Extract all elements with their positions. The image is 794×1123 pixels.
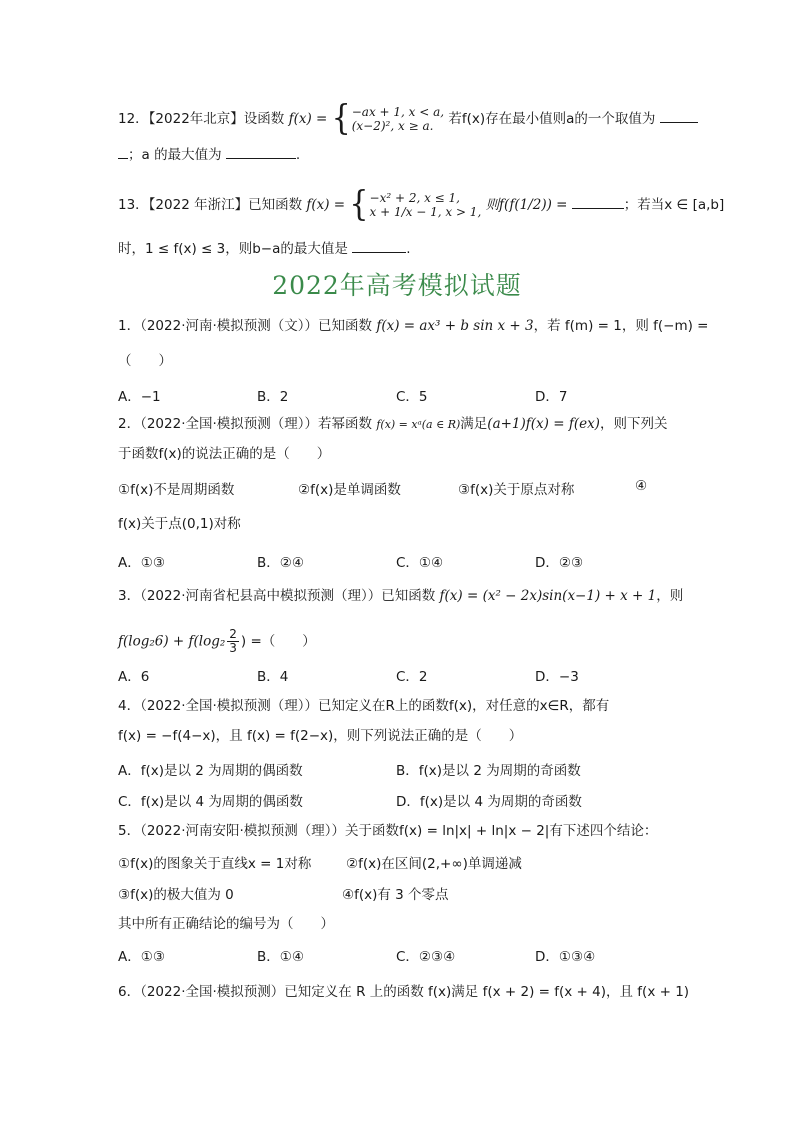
q12-stem: 12．【2022年北京】设函数: [118, 111, 285, 127]
q2-statement-4-marker: ④: [635, 478, 648, 494]
q5-stem: 5．（2022·河南安阳·模拟预测（理））关于函数f(x) = ln|x| + ln|x − 2|有下述四个结论：: [118, 823, 658, 839]
q3-fraction: [227, 628, 239, 655]
q1-option-c[interactable]: C．5: [396, 389, 428, 405]
q5-ask: 其中所有正确结论的编号为（ ）: [118, 916, 334, 932]
q13-then: 则f(f(1/2)) =: [485, 197, 568, 213]
q5-statement-4: ④f(x)有 3 个零点: [342, 887, 449, 903]
q3-option-c[interactable]: C．2: [396, 669, 428, 685]
q2-tail: ，则下列关: [599, 416, 668, 432]
q12-blank1-cont: [118, 144, 128, 159]
q3-frac-num: 2: [229, 627, 237, 641]
q4-option-b[interactable]: B．f(x)是以 2 为周期的奇函数: [396, 763, 581, 779]
q2-statement-1: ①f(x)不是周期函数: [118, 482, 235, 498]
q2-option-d[interactable]: D．②③: [535, 555, 584, 571]
q3-expr: f(log₂6) + f(log₂: [118, 633, 226, 650]
period: .: [295, 147, 301, 163]
q13-blank1[interactable]: [572, 194, 624, 209]
q2-mid: 满足: [460, 416, 488, 432]
q5-option-d[interactable]: D．①③④: [535, 949, 596, 965]
q2-formula: f(x) = xᵃ(a ∈ R): [376, 418, 461, 431]
q2-option-c[interactable]: C．①④: [396, 555, 444, 571]
q3-stem: 3．（2022·河南省杞县高中模拟预测（理））已知函数: [118, 588, 436, 604]
q13-piecewise: { −x² + 2, x ≤ 1, x + 1/x − 1, x > 1,: [349, 184, 482, 225]
q1-option-d[interactable]: D．7: [535, 389, 568, 405]
q3-stem-line: [118, 586, 683, 606]
q2-statement-4: f(x)关于点(0,1)对称: [118, 516, 241, 532]
q4-option-a[interactable]: A．f(x)是以 2 为周期的偶函数: [118, 763, 303, 779]
q13-stem: 13．【2022 年浙江】已知函数: [118, 197, 303, 213]
q1-paren: （ ）: [118, 353, 172, 369]
q5-statement-2: ②f(x)在区间(2,+∞)单调递减: [346, 856, 522, 872]
q13-blank2[interactable]: [352, 238, 406, 253]
q5-statement-3: ③f(x)的极大值为 0: [118, 887, 234, 903]
q12-blank2[interactable]: [226, 144, 296, 159]
q12-blank1[interactable]: [660, 108, 698, 123]
q12-piecewise: { −ax + 1, x < a, (x−2)², x ≥ a.: [331, 98, 445, 139]
q1-option-b[interactable]: B．2: [257, 389, 289, 405]
q13-line1: [118, 184, 725, 225]
q5-option-b[interactable]: B．①④: [257, 949, 304, 965]
q3-tail: ，则: [656, 588, 684, 604]
q13-ask: 时，1 ≤ f(x) ≤ 3，则b−a的最大值是: [118, 241, 348, 257]
q13-fx: f(x) =: [306, 197, 346, 213]
q2-line2: 于函数f(x)的说法正确的是（ ）: [118, 446, 331, 462]
q3-option-b[interactable]: B．4: [257, 669, 289, 685]
q3-line2: [118, 628, 316, 655]
q1-tail: ，若 f(m) = 1，则 f(−m) =: [533, 318, 709, 334]
q1-formula: f(x) = ax³ + b sin x + 3: [376, 318, 534, 334]
q5-statement-1: ①f(x)的图象关于直线x = 1对称: [118, 856, 312, 872]
q3-formula: f(x) = (x² − 2x)sin(x−1) + x + 1: [439, 588, 657, 604]
q12-fx: f(x) =: [288, 111, 328, 127]
q2-option-b[interactable]: B．②④: [257, 555, 304, 571]
q6-stem: 6．（2022·全国·模拟预测）已知定义在 R 上的函数 f(x)满足 f(x + 2) = f(x + 4)，且 f(x + 1): [118, 984, 690, 1000]
q4-option-c[interactable]: C．f(x)是以 4 为周期的偶函数: [118, 794, 303, 810]
q2-condition: (a+1)f(x) = f(ex): [487, 416, 600, 432]
q3-option-d[interactable]: D．−3: [535, 669, 579, 685]
q12-ask-max: ；a 的最大值为: [128, 147, 222, 163]
q2-statement-3: ③f(x)关于原点对称: [458, 482, 575, 498]
period: .: [406, 241, 411, 257]
q5-option-c[interactable]: C．②③④: [396, 949, 456, 965]
q1-stem: 1．（2022·河南·模拟预测（文））已知函数: [118, 318, 373, 334]
q4-line2: f(x) = −f(4−x)，且 f(x) = f(2−x)，则下列说法正确的是（ ）: [118, 728, 523, 744]
section-title: 2022年高考模拟试题: [272, 271, 522, 300]
q4-option-d[interactable]: D．f(x)是以 4 为周期的奇函数: [396, 794, 582, 810]
q2-statement-2: ②f(x)是单调函数: [298, 482, 401, 498]
q13-case2: x + 1/x − 1, x > 1,: [369, 205, 482, 219]
q4-stem: 4．（2022·全国·模拟预测（理））已知定义在R上的函数f(x)，对任意的x∈R，都有: [118, 698, 610, 714]
q3-frac-den: 3: [229, 641, 237, 655]
q3-option-a[interactable]: A．6: [118, 669, 150, 685]
q12-case2: (x−2)², x ≥ a.: [351, 119, 434, 133]
q13-case1: −x² + 2, x ≤ 1,: [369, 191, 460, 205]
q12-case1: −ax + 1, x < a,: [351, 105, 445, 119]
q1-stem-line: [118, 316, 708, 336]
q12-line2: [118, 144, 300, 165]
q1-option-a[interactable]: A．−1: [118, 389, 161, 405]
q3-expr-end: ) =（ ）: [240, 633, 316, 650]
q2-option-a[interactable]: A．①③: [118, 555, 165, 571]
q5-option-a[interactable]: A．①③: [118, 949, 165, 965]
q2-stem: 2．（2022·全国·模拟预测（理））若幂函数: [118, 416, 373, 432]
q13-condition: ；若当x ∈ [a,b]: [623, 197, 725, 213]
q13-line2: [118, 238, 411, 259]
q12-condition: 若f(x)存在最小值则a的一个取值为: [448, 111, 656, 127]
q2-stem-line: [118, 414, 667, 435]
q12-line1: [118, 98, 698, 139]
